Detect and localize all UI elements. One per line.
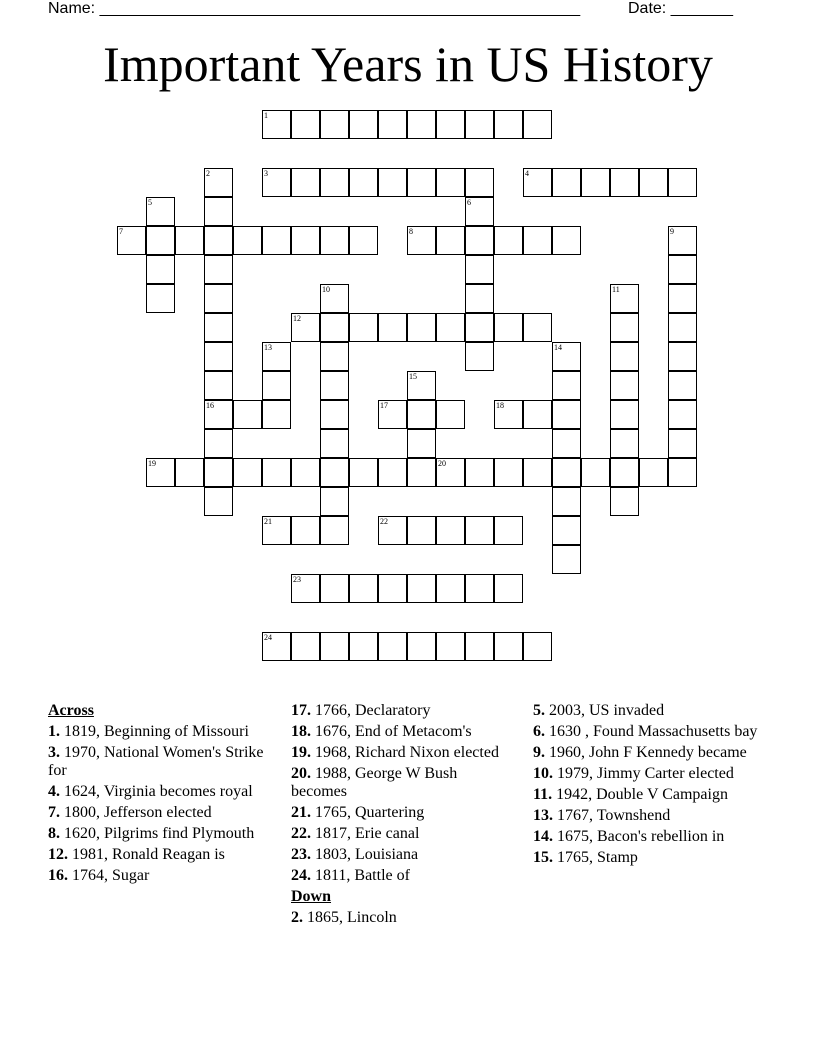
grid-cell[interactable]	[204, 458, 233, 487]
grid-cell[interactable]	[465, 168, 494, 197]
grid-cell[interactable]	[407, 313, 436, 342]
clue-text: 1803, Louisiana	[311, 846, 419, 863]
grid-cell[interactable]	[291, 632, 320, 661]
grid-cell[interactable]	[494, 632, 523, 661]
clue-text: 1817, Erie canal	[311, 825, 420, 842]
clue-number-label: 5.	[533, 702, 545, 719]
grid-cell[interactable]	[320, 226, 349, 255]
clue-number-label: 12.	[48, 846, 68, 863]
clue-item	[48, 783, 273, 801]
grid-cell[interactable]	[523, 632, 552, 661]
clue-number: 14	[554, 343, 562, 352]
grid-cell[interactable]	[407, 429, 436, 458]
clue-item	[533, 786, 758, 804]
clue-text: 1764, Sugar	[68, 867, 150, 884]
grid-cell[interactable]	[610, 429, 639, 458]
clue-number-label: 22.	[291, 825, 311, 842]
grid-cell[interactable]	[320, 313, 349, 342]
grid-cell[interactable]	[407, 458, 436, 487]
clue-number-label: 8.	[48, 825, 60, 842]
clue-number: 22	[380, 517, 388, 526]
grid-cell[interactable]	[407, 632, 436, 661]
grid-cell[interactable]	[552, 400, 581, 429]
grid-cell[interactable]	[378, 400, 407, 429]
clue-text: 1620, Pilgrims find Plymouth	[60, 825, 255, 842]
clue-number-label: 24.	[291, 867, 311, 884]
clue-number: 8	[409, 227, 413, 236]
clue-number: 2	[206, 169, 210, 178]
grid-cell[interactable]	[523, 458, 552, 487]
clue-number: 24	[264, 633, 272, 642]
grid-cell[interactable]	[552, 545, 581, 574]
grid-cell[interactable]	[378, 516, 407, 545]
grid-cell[interactable]	[320, 110, 349, 139]
clue-number-label: 6.	[533, 723, 545, 740]
grid-cell[interactable]	[610, 284, 639, 313]
clue-item	[291, 867, 516, 885]
grid-cell[interactable]	[349, 168, 378, 197]
grid-cell[interactable]	[320, 371, 349, 400]
clue-number-label: 14.	[533, 828, 553, 845]
clue-text: 1979, Jimmy Carter elected	[553, 765, 734, 782]
grid-cell[interactable]	[610, 371, 639, 400]
grid-cell[interactable]	[204, 487, 233, 516]
clue-item	[48, 723, 273, 741]
clue-item	[291, 804, 516, 822]
grid-cell[interactable]	[407, 110, 436, 139]
grid-cell[interactable]	[610, 487, 639, 516]
grid-cell[interactable]	[204, 197, 233, 226]
grid-cell[interactable]	[610, 400, 639, 429]
grid-cell[interactable]	[146, 226, 175, 255]
clue-section-heading: Down	[291, 888, 332, 905]
grid-cell[interactable]	[320, 458, 349, 487]
grid-cell[interactable]	[146, 284, 175, 313]
grid-cell[interactable]	[552, 487, 581, 516]
grid-cell[interactable]	[378, 168, 407, 197]
clue-item	[291, 723, 516, 741]
clue-number-label: 9.	[533, 744, 545, 761]
clue-number-label: 23.	[291, 846, 311, 863]
clue-number-label: 11.	[533, 786, 553, 803]
grid-cell[interactable]	[262, 400, 291, 429]
clue-number: 11	[612, 285, 620, 294]
grid-cell[interactable]	[668, 429, 697, 458]
grid-cell[interactable]	[552, 429, 581, 458]
grid-cell[interactable]	[146, 255, 175, 284]
clue-number-label: 21.	[291, 804, 311, 821]
clue-text: 1811, Battle of	[311, 867, 410, 884]
grid-cell[interactable]	[204, 284, 233, 313]
grid-cell[interactable]	[523, 313, 552, 342]
grid-cell[interactable]	[436, 632, 465, 661]
grid-cell[interactable]	[436, 574, 465, 603]
grid-cell[interactable]	[436, 313, 465, 342]
grid-cell[interactable]	[465, 313, 494, 342]
clue-item	[291, 765, 516, 801]
grid-cell[interactable]	[262, 226, 291, 255]
grid-cell[interactable]	[465, 226, 494, 255]
grid-cell[interactable]	[320, 168, 349, 197]
clue-item	[48, 804, 273, 822]
grid-cell[interactable]	[146, 458, 175, 487]
grid-cell[interactable]	[552, 458, 581, 487]
clue-number-label: 1.	[48, 723, 60, 740]
clue-item	[533, 702, 758, 720]
grid-cell[interactable]	[262, 110, 291, 139]
grid-cell[interactable]	[523, 168, 552, 197]
grid-cell[interactable]	[494, 400, 523, 429]
clue-number: 21	[264, 517, 272, 526]
grid-cell[interactable]	[523, 110, 552, 139]
grid-cell[interactable]	[523, 226, 552, 255]
grid-cell[interactable]	[436, 168, 465, 197]
clue-text: 1942, Double V Campaign	[552, 786, 728, 803]
clue-item	[533, 849, 758, 867]
clue-number: 4	[525, 169, 529, 178]
grid-cell[interactable]	[349, 313, 378, 342]
grid-cell[interactable]	[291, 168, 320, 197]
grid-cell[interactable]	[262, 168, 291, 197]
clue-item	[291, 825, 516, 843]
grid-cell[interactable]	[668, 313, 697, 342]
clue-item	[291, 744, 516, 762]
clue-text: 1630 , Found Massachusetts bay	[545, 723, 758, 740]
grid-cell[interactable]	[610, 313, 639, 342]
clue-text: 1819, Beginning of Missouri	[60, 723, 249, 740]
grid-cell[interactable]	[378, 458, 407, 487]
clue-item	[533, 807, 758, 825]
clue-item	[291, 909, 516, 927]
clue-number: 23	[293, 575, 301, 584]
grid-cell[interactable]	[465, 197, 494, 226]
clue-column-3	[533, 702, 758, 870]
grid-cell[interactable]	[407, 574, 436, 603]
grid-cell[interactable]	[262, 458, 291, 487]
grid-cell[interactable]	[436, 226, 465, 255]
grid-cell[interactable]	[291, 574, 320, 603]
clue-text: 1800, Jefferson elected	[60, 804, 212, 821]
clue-number-label: 4.	[48, 783, 60, 800]
grid-cell[interactable]	[552, 516, 581, 545]
grid-cell[interactable]	[465, 110, 494, 139]
grid-cell[interactable]	[204, 255, 233, 284]
clue-number: 12	[293, 314, 301, 323]
clue-text: 1676, End of Metacom's	[311, 723, 472, 740]
grid-cell[interactable]	[291, 458, 320, 487]
grid-cell[interactable]	[436, 458, 465, 487]
grid-cell[interactable]	[233, 226, 262, 255]
grid-cell[interactable]	[175, 226, 204, 255]
clue-text: 2003, US invaded	[545, 702, 665, 719]
grid-cell[interactable]	[639, 168, 668, 197]
grid-cell[interactable]	[465, 284, 494, 313]
date-field-label: Date: _______	[628, 0, 733, 17]
grid-cell[interactable]	[204, 168, 233, 197]
grid-cell[interactable]	[349, 632, 378, 661]
grid-cell[interactable]	[494, 516, 523, 545]
clue-number: 20	[438, 459, 446, 468]
clue-text: 1766, Declaratory	[311, 702, 431, 719]
grid-cell[interactable]	[552, 342, 581, 371]
grid-cell[interactable]	[320, 429, 349, 458]
clue-number: 19	[148, 459, 156, 468]
grid-cell[interactable]	[349, 574, 378, 603]
clue-item	[533, 744, 758, 762]
grid-cell[interactable]	[465, 342, 494, 371]
clue-number-label: 10.	[533, 765, 553, 782]
grid-cell[interactable]	[378, 632, 407, 661]
grid-cell[interactable]	[262, 516, 291, 545]
grid-cell[interactable]	[465, 632, 494, 661]
clue-number: 10	[322, 285, 330, 294]
grid-cell[interactable]	[610, 342, 639, 371]
grid-cell[interactable]	[552, 168, 581, 197]
clue-section-heading: Across	[48, 702, 94, 719]
clue-number-label: 19.	[291, 744, 311, 761]
clue-number-label: 20.	[291, 765, 311, 782]
grid-cell[interactable]	[581, 168, 610, 197]
clue-number-label: 15.	[533, 849, 553, 866]
clue-number: 1	[264, 111, 268, 120]
grid-cell[interactable]	[233, 400, 262, 429]
grid-cell[interactable]	[320, 400, 349, 429]
grid-cell[interactable]	[291, 226, 320, 255]
grid-cell[interactable]	[204, 429, 233, 458]
grid-cell[interactable]	[349, 458, 378, 487]
grid-cell[interactable]	[494, 458, 523, 487]
grid-cell[interactable]	[204, 371, 233, 400]
grid-cell[interactable]	[668, 400, 697, 429]
clue-item	[48, 846, 273, 864]
clue-item	[533, 723, 758, 741]
clue-column-1	[48, 702, 273, 888]
clue-number: 7	[119, 227, 123, 236]
clue-number: 3	[264, 169, 268, 178]
grid-cell[interactable]	[204, 400, 233, 429]
grid-cell[interactable]	[262, 371, 291, 400]
clue-text: 1624, Virginia becomes royal	[60, 783, 253, 800]
grid-cell[interactable]	[146, 197, 175, 226]
grid-cell[interactable]	[610, 168, 639, 197]
grid-cell[interactable]	[552, 226, 581, 255]
clue-item	[48, 825, 273, 843]
clue-number: 9	[670, 227, 674, 236]
clue-number-label: 7.	[48, 804, 60, 821]
grid-cell[interactable]	[378, 574, 407, 603]
grid-cell[interactable]	[552, 371, 581, 400]
grid-cell[interactable]	[668, 284, 697, 313]
grid-cell[interactable]	[320, 284, 349, 313]
grid-cell[interactable]	[291, 110, 320, 139]
grid-cell[interactable]	[407, 516, 436, 545]
grid-cell[interactable]	[610, 458, 639, 487]
name-field-label: Name: ______________________________________________________	[48, 0, 581, 17]
grid-cell[interactable]	[668, 342, 697, 371]
grid-cell[interactable]	[291, 313, 320, 342]
clue-number-label: 16.	[48, 867, 68, 884]
grid-cell[interactable]	[117, 226, 146, 255]
grid-cell[interactable]	[668, 371, 697, 400]
grid-cell[interactable]	[320, 516, 349, 545]
clue-number: 15	[409, 372, 417, 381]
clue-number: 6	[467, 198, 471, 207]
clue-number: 17	[380, 401, 388, 410]
clue-number-label: 13.	[533, 807, 553, 824]
clue-text: 1765, Stamp	[553, 849, 638, 866]
grid-cell[interactable]	[639, 458, 668, 487]
grid-cell[interactable]	[407, 400, 436, 429]
grid-cell[interactable]	[668, 458, 697, 487]
grid-cell[interactable]	[465, 574, 494, 603]
clue-number: 5	[148, 198, 152, 207]
clue-text: 1765, Quartering	[311, 804, 425, 821]
grid-cell[interactable]	[407, 226, 436, 255]
clue-text: 1767, Townshend	[553, 807, 671, 824]
grid-cell[interactable]	[262, 632, 291, 661]
grid-cell[interactable]	[465, 516, 494, 545]
grid-cell[interactable]	[349, 110, 378, 139]
clue-text: 1970, National Women's Strike for	[48, 744, 264, 779]
clue-number: 18	[496, 401, 504, 410]
grid-cell[interactable]	[668, 255, 697, 284]
grid-cell[interactable]	[436, 400, 465, 429]
clue-number-label: 17.	[291, 702, 311, 719]
grid-cell[interactable]	[407, 371, 436, 400]
grid-cell[interactable]	[291, 516, 320, 545]
grid-cell[interactable]	[320, 342, 349, 371]
clue-column-2	[291, 702, 516, 930]
clue-text: 1675, Bacon's rebellion in	[553, 828, 725, 845]
clue-text: 1988, George W Bush becomes	[291, 765, 458, 800]
grid-cell[interactable]	[204, 313, 233, 342]
clue-number-label: 18.	[291, 723, 311, 740]
grid-cell[interactable]	[378, 110, 407, 139]
clue-number: 13	[264, 343, 272, 352]
grid-cell[interactable]	[204, 226, 233, 255]
clue-item	[48, 744, 273, 780]
grid-cell[interactable]	[378, 313, 407, 342]
clue-item	[48, 867, 273, 885]
grid-cell[interactable]	[320, 487, 349, 516]
grid-cell[interactable]	[175, 458, 204, 487]
grid-cell[interactable]	[320, 632, 349, 661]
grid-cell[interactable]	[320, 574, 349, 603]
clue-text: 1968, Richard Nixon elected	[311, 744, 499, 761]
clue-number-label: 2.	[291, 909, 303, 926]
clue-text: 1981, Ronald Reagan is	[68, 846, 225, 863]
grid-cell[interactable]	[668, 226, 697, 255]
clue-number: 16	[206, 401, 214, 410]
clue-item	[533, 828, 758, 846]
grid-cell[interactable]	[436, 110, 465, 139]
grid-cell[interactable]	[668, 168, 697, 197]
clue-text: 1865, Lincoln	[303, 909, 397, 926]
grid-cell[interactable]	[349, 226, 378, 255]
clue-text: 1960, John F Kennedy became	[545, 744, 747, 761]
grid-cell[interactable]	[233, 458, 262, 487]
grid-cell[interactable]	[465, 458, 494, 487]
clue-item	[533, 765, 758, 783]
grid-cell[interactable]	[494, 574, 523, 603]
clue-item	[291, 702, 516, 720]
clue-number-label: 3.	[48, 744, 60, 761]
grid-cell[interactable]	[436, 516, 465, 545]
grid-cell[interactable]	[494, 226, 523, 255]
grid-cell[interactable]	[581, 458, 610, 487]
page-title: Important Years in US History	[103, 36, 713, 92]
grid-cell[interactable]	[465, 255, 494, 284]
clue-item	[291, 846, 516, 864]
grid-cell[interactable]	[407, 168, 436, 197]
grid-cell[interactable]	[494, 110, 523, 139]
grid-cell[interactable]	[262, 342, 291, 371]
grid-cell[interactable]	[494, 313, 523, 342]
grid-cell[interactable]	[523, 400, 552, 429]
grid-cell[interactable]	[204, 342, 233, 371]
